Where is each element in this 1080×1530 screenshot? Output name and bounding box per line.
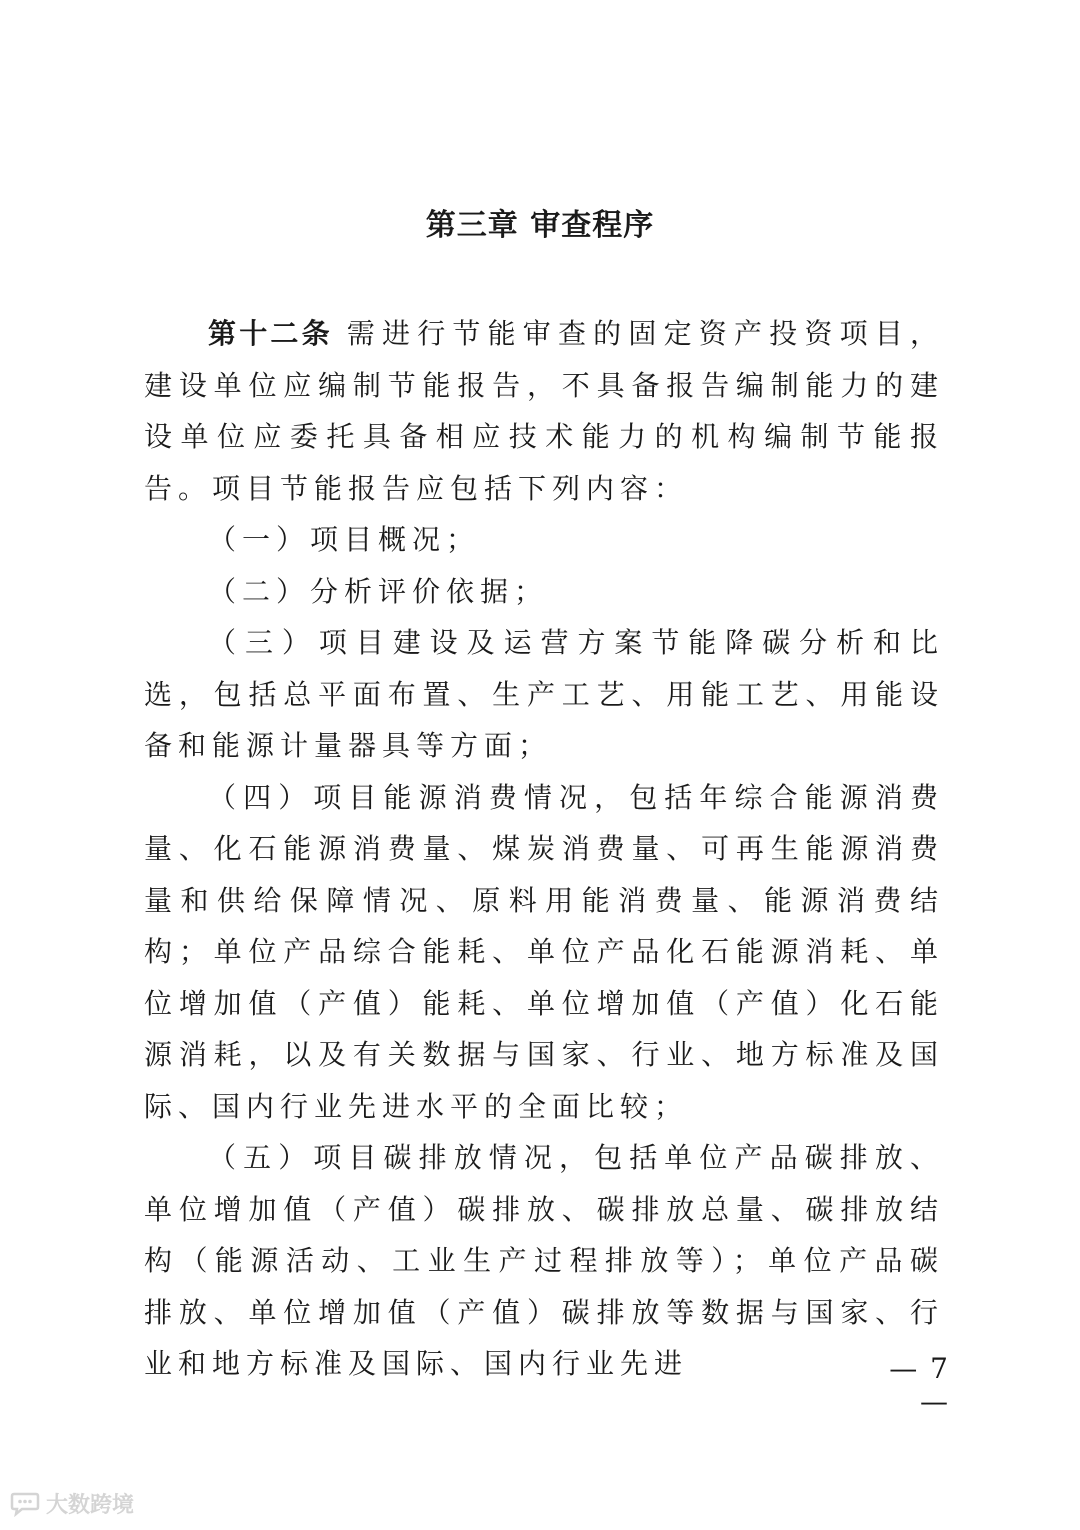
- list-item: （二）分析评价依据；: [208, 574, 549, 608]
- article-label: 第十二条: [208, 317, 333, 350]
- chapter-title: 第三章 审查程序: [425, 208, 655, 243]
- article-intro-text: 需进行节能审查的固定资产投资项目，建设单位应编制节能报告，不具备报告编制能力的建设单位应委托具备相应技术能力的机构编制节能报告。项目节能报告应包括下列内容：: [144, 317, 944, 505]
- watermark: [10, 1488, 134, 1519]
- article-intro-paragraph: [144, 308, 944, 514]
- speech-bubble-logo-icon: [10, 1491, 40, 1517]
- article-body: [144, 308, 944, 1390]
- list-item: （一）项目概况；: [208, 523, 481, 556]
- list-item: （五）项目碳排放情况，包括单位产品碳排放、单位增加值（产值）碳排放、碳排放总量、碳排放结构（能源活动、工业生产过程排放等）；单位产品碳排放、单位增加值（产值）碳排放等数据与国家、行业和地方标准及国际、国内行业先进: [144, 1141, 944, 1380]
- list-item: （四）项目能源消费情况，包括年综合能源消费量、化石能源消费量、煤炭消费量、可再生能源消费量和供给保障情况、原料用能消费量、能源消费结构；单位产品综合能耗、单位产品化石能源消耗、单位增加值（产值）能耗、单位增加值（产值）化石能源消耗，以及有关数据与国家、行业、地方标准及国际、国内行业先进水平的全面比较；: [144, 780, 944, 1123]
- watermark-text: 大数跨境: [46, 1493, 135, 1518]
- list-item: （三）项目建设及运营方案节能降碳分析和比选，包括总平面布置、生产工艺、用能工艺、用能设备和能源计量器具等方面；: [144, 626, 944, 762]
- page-number: — 7 —: [889, 1352, 950, 1418]
